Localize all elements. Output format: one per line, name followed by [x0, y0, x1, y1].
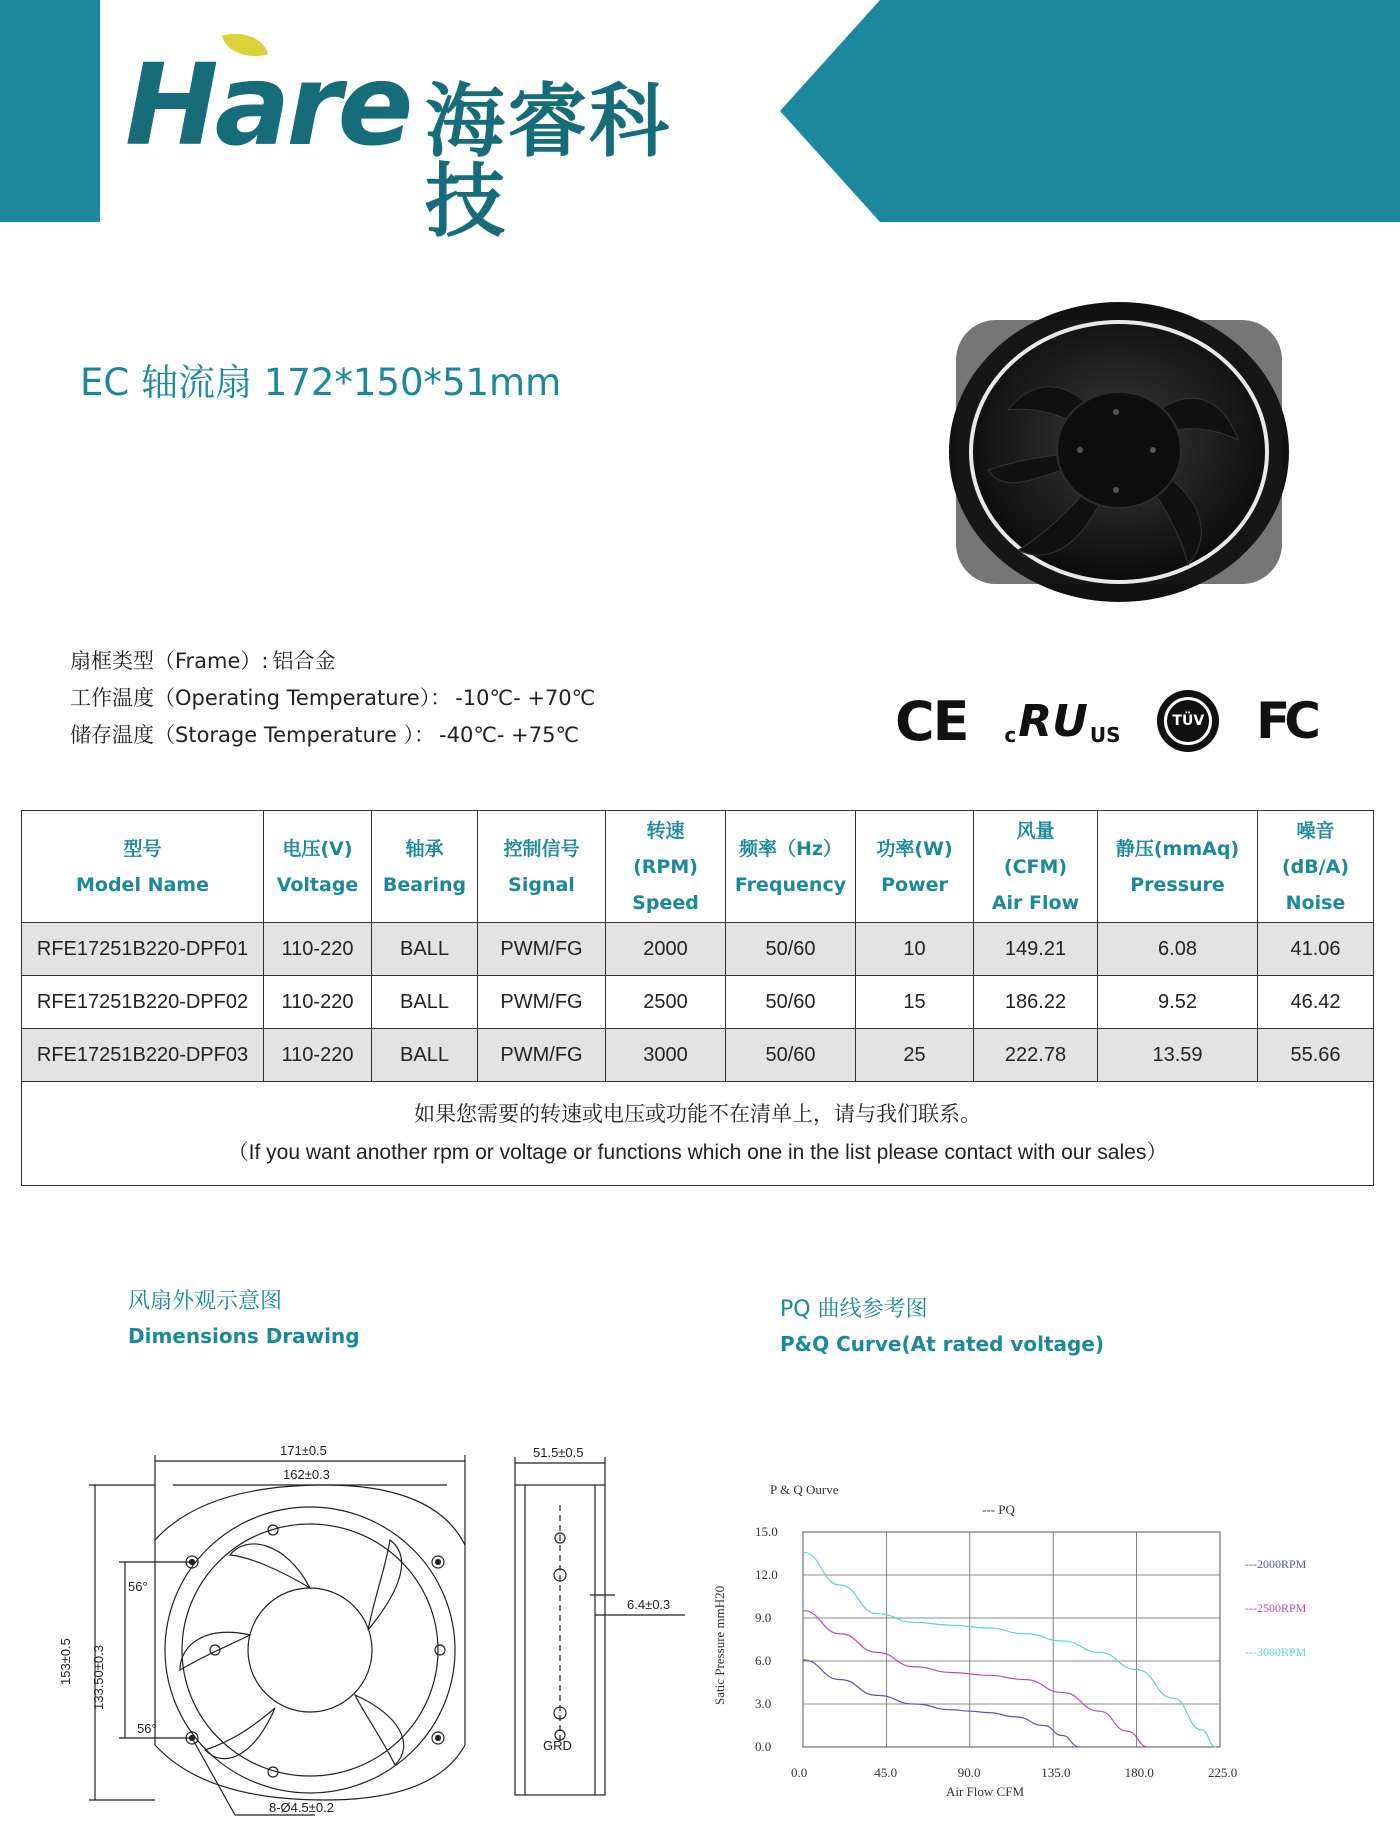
- dimensions-title-en: Dimensions Drawing: [128, 1324, 360, 1348]
- col-bearing: [372, 811, 478, 923]
- cell-noise: 55.66: [1258, 1029, 1374, 1082]
- header-en: Bearing: [382, 873, 467, 896]
- pq-plot-frame: [803, 1532, 1220, 1747]
- cell-model: RFE17251B220-DPF03: [22, 1029, 264, 1082]
- col-frequency: [726, 811, 856, 923]
- table-note-row: [22, 1082, 1374, 1186]
- fcc-mark-icon: FC: [1256, 692, 1315, 750]
- col-airflow: [974, 811, 1098, 923]
- cell-pressure: 6.08: [1098, 923, 1258, 976]
- certification-logos: [895, 688, 1315, 754]
- pq-y-tick: 15.0: [755, 1524, 778, 1539]
- cell-voltage: 110-220: [264, 976, 372, 1029]
- table-row: [22, 923, 1374, 976]
- tuv-label: TÜV: [1172, 713, 1205, 729]
- dim-depth: 51.5±0.5: [533, 1445, 584, 1460]
- cell-model: RFE17251B220-DPF02: [22, 976, 264, 1029]
- cell-power: 15: [856, 976, 974, 1029]
- header-en: Frequency: [734, 873, 847, 896]
- pq-x-tick: 225.0: [1208, 1765, 1238, 1780]
- header-en: Pressure: [1130, 873, 1225, 896]
- pq-legend-title: --- PQ: [982, 1502, 1015, 1517]
- pq-legend-entry: ---2000RPM: [1245, 1557, 1307, 1571]
- spec-label: 扇框类型（Frame）:: [70, 649, 269, 673]
- pq-x-tick: 135.0: [1041, 1765, 1071, 1780]
- cell-pressure: 9.52: [1098, 976, 1258, 1029]
- hub-outline: [248, 1588, 372, 1712]
- pq-legend: [1245, 1557, 1307, 1659]
- pq-series: [803, 1552, 1216, 1747]
- pq-y-tick: 6.0: [755, 1653, 772, 1668]
- spec-value: 铝合金: [272, 649, 336, 673]
- pq-x-tick: 180.0: [1124, 1765, 1154, 1780]
- tuv-mark-icon: [1157, 690, 1219, 752]
- dim-hole-span: 133.50±0.3: [91, 1645, 106, 1710]
- header-en: Power: [881, 873, 948, 896]
- pq-x-ticks: [791, 1765, 1237, 1780]
- cell-frequency: 50/60: [726, 923, 856, 976]
- dim-lead: 6.4±0.3: [627, 1597, 671, 1612]
- table-header-row: [22, 811, 1374, 923]
- pq-y-ticks: [755, 1524, 778, 1754]
- cell-airflow: 186.22: [974, 976, 1098, 1029]
- header-cn: 型号: [123, 837, 162, 860]
- pq-title-en: P&Q Curve(At rated voltage): [780, 1332, 1105, 1356]
- pq-x-tick: 45.0: [874, 1765, 898, 1780]
- ul-us: US: [1089, 722, 1121, 747]
- cell-model: RFE17251B220-DPF01: [22, 923, 264, 976]
- brand-latin: Hare: [125, 41, 410, 171]
- note-cn: 如果您需要的转速或电压或功能不在清单上，请与我们联系。: [414, 1102, 981, 1126]
- cell-bearing: BALL: [372, 1029, 478, 1082]
- col-signal: [478, 811, 606, 923]
- header-band-right: [780, 0, 1400, 222]
- col-voltage: [264, 811, 372, 923]
- pq-x-tick: 90.0: [957, 1765, 981, 1780]
- header-unit: (CFM): [1003, 855, 1068, 878]
- header-unit: (RPM): [633, 855, 698, 878]
- pq-chart: [700, 1470, 1350, 1820]
- pq-y-tick: 0.0: [755, 1739, 772, 1754]
- spec-label: 储存温度（Storage Temperature ）：: [70, 723, 436, 747]
- cell-noise: 46.42: [1258, 976, 1374, 1029]
- pq-grid: [803, 1532, 1220, 1747]
- cell-airflow: 222.78: [974, 1029, 1098, 1082]
- cell-signal: PWM/FG: [478, 923, 606, 976]
- header-cn: 频率（Hz）: [739, 837, 842, 860]
- pq-title-cn: PQ 曲线参考图: [780, 1297, 928, 1322]
- product-title: EC 轴流扇 172*150*51mm: [80, 361, 562, 404]
- pq-x-tick: 0.0: [791, 1765, 808, 1780]
- header-en: Signal: [508, 873, 575, 896]
- dimensions-title-cn: 风扇外观示意图: [128, 1289, 283, 1314]
- ul-logo: RU: [1018, 695, 1088, 747]
- table-row: [22, 1029, 1374, 1082]
- cell-bearing: BALL: [372, 976, 478, 1029]
- cell-pressure: 13.59: [1098, 1029, 1258, 1082]
- pq-series-line-2500RPM: [803, 1611, 1148, 1747]
- header-cn: 轴承: [405, 837, 444, 860]
- note-en: （If you want another rpm or voltage or functions which one in the list please contact with our sales）: [227, 1140, 1168, 1164]
- cell-power: 25: [856, 1029, 974, 1082]
- dimensions-drawing: [55, 1445, 695, 1830]
- table-row: [22, 976, 1374, 1029]
- pq-legend-entry: ---3000RPM: [1245, 1645, 1307, 1659]
- header-unit: (dB/A): [1281, 855, 1350, 878]
- header-en: Air Flow: [991, 891, 1080, 914]
- pq-y-tick: 9.0: [755, 1610, 772, 1625]
- ce-mark-icon: CE: [895, 689, 968, 753]
- dim-holes: 8-Ø4.5±0.2: [269, 1800, 334, 1815]
- dim-inner-width: 162±0.3: [283, 1467, 330, 1482]
- dimensions-heading: [128, 1285, 360, 1353]
- spec-storage-temp: [70, 717, 595, 754]
- header-cn: 静压(mmAq): [1115, 837, 1240, 860]
- cell-bearing: BALL: [372, 923, 478, 976]
- header-band-left: [0, 0, 100, 222]
- cell-speed: 2000: [606, 923, 726, 976]
- spec-value: -10℃- +70℃: [455, 686, 596, 710]
- dim-grd: GRD: [543, 1738, 572, 1753]
- cell-speed: 2500: [606, 976, 726, 1029]
- pq-y-tick: 12.0: [755, 1567, 778, 1582]
- header-cn: 功率(W): [876, 837, 953, 860]
- dim-height: 153±0.5: [58, 1638, 73, 1685]
- header-cn: 噪音: [1296, 819, 1335, 842]
- brand-logo: [125, 30, 745, 248]
- col-noise: [1258, 811, 1374, 923]
- ul-c: c: [1004, 722, 1017, 747]
- header-cn: 控制信号: [503, 837, 580, 860]
- cell-power: 10: [856, 923, 974, 976]
- cell-voltage: 110-220: [264, 1029, 372, 1082]
- cell-signal: PWM/FG: [478, 1029, 606, 1082]
- pq-legend-entry: ---2500RPM: [1245, 1601, 1307, 1615]
- header-en: Speed: [632, 891, 699, 914]
- pq-series-line-3000RPM: [803, 1552, 1216, 1747]
- cell-frequency: 50/60: [726, 1029, 856, 1082]
- fan-photo: [948, 300, 1290, 604]
- header-en: Model Name: [76, 873, 209, 896]
- spec-operating-temp: [70, 680, 595, 717]
- pq-y-tick: 3.0: [755, 1696, 772, 1711]
- pq-ylabel: Satic Pressure mmH20: [712, 1585, 727, 1705]
- frame-ring: [165, 1507, 455, 1793]
- header-cn: 电压(V): [282, 837, 353, 860]
- cell-signal: PWM/FG: [478, 976, 606, 1029]
- spec-value: -40℃- +75℃: [439, 723, 580, 747]
- col-power: [856, 811, 974, 923]
- header-en: Noise: [1285, 891, 1346, 914]
- pq-xlabel: Air Flow CFM: [946, 1784, 1025, 1799]
- dim-angle-bottom: 56°: [137, 1721, 157, 1736]
- pq-chart-title: P & Q Ourve: [770, 1482, 839, 1497]
- pq-heading: [780, 1293, 1104, 1361]
- brand-cjk: 海睿科技: [425, 75, 671, 248]
- col-model: [22, 811, 264, 923]
- col-pressure: [1098, 811, 1258, 923]
- pq-series-line-2000RPM: [803, 1660, 1080, 1747]
- spec-label: 工作温度（Operating Temperature）：: [70, 686, 452, 710]
- contact-note: [22, 1082, 1374, 1186]
- cell-airflow: 149.21: [974, 923, 1098, 976]
- ul-mark-icon: [1004, 696, 1120, 747]
- spec-table: [21, 810, 1374, 1186]
- spec-frame: [70, 643, 595, 680]
- col-speed: [606, 811, 726, 923]
- header-cn: 风量: [1016, 819, 1055, 842]
- dim-angle-top: 56°: [128, 1579, 148, 1594]
- cell-speed: 3000: [606, 1029, 726, 1082]
- cell-noise: 41.06: [1258, 923, 1374, 976]
- cell-voltage: 110-220: [264, 923, 372, 976]
- header-en: Voltage: [276, 873, 359, 896]
- header-cn: 转速: [646, 819, 685, 842]
- spec-list: [70, 643, 595, 754]
- frame-outline: [155, 1485, 465, 1800]
- cell-frequency: 50/60: [726, 976, 856, 1029]
- dim-outer-width: 171±0.5: [280, 1445, 327, 1458]
